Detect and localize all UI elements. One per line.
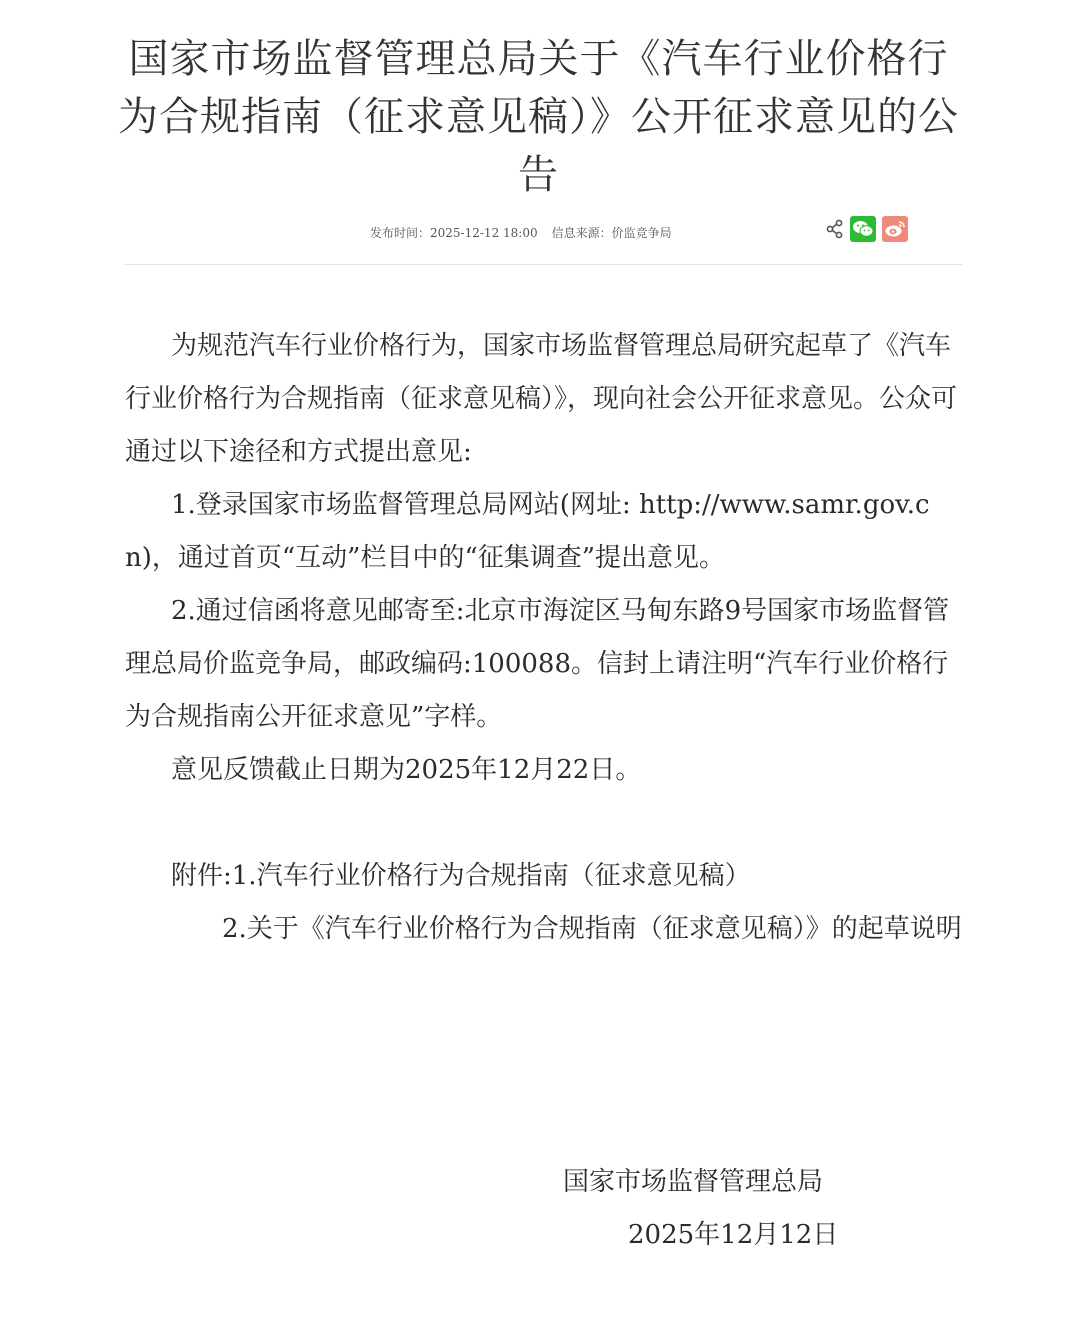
publish-time: 2025-12-12 18:00 [430,226,538,240]
share-icon[interactable] [826,219,844,239]
attachment-2[interactable]: 2.关于《汽车行业价格行为合规指南（征求意见稿）》的起草说明 [222,914,962,944]
article-body [125,320,962,956]
source-name: 价监竞争局 [611,226,672,240]
header-divider [125,264,962,265]
body-paragraph-method-2: 2.通过信函将意见邮寄至:北京市海淀区马甸东路9号国家市场监督管理总局价监竞争局，邮政编码:100088。信封上请注明“汽车行业价格行为合规指南公开征求意见”字样。 [125,596,950,732]
wechat-icon[interactable] [850,216,876,242]
weibo-icon[interactable] [882,216,908,242]
article-title: 国家市场监督管理总局关于《汽车行业价格行为合规指南（征求意见稿）》公开征求意见的公告 [118,36,959,198]
signature-date: 2025年12月12日 [628,1220,839,1250]
share-bar [826,216,908,242]
body-paragraph-intro: 为规范汽车行业价格行为，国家市场监督管理总局研究起草了《汽车行业价格行为合规指南（征求意见稿）》，现向社会公开征求意见。公众可通过以下途径和方式提出意见: [125,331,958,467]
attachment-1[interactable]: 附件:1.汽车行业价格行为合规指南（征求意见稿） [171,861,751,891]
body-paragraph-deadline: 意见反馈截止日期为2025年12月22日。 [171,755,642,785]
publish-label: 发布时间： [370,226,431,240]
source-label: 信息来源： [551,226,612,240]
signature-org: 国家市场监督管理总局 [563,1167,824,1197]
body-paragraph-method-1: 1.登录国家市场监督管理总局网站(网址: http://www.samr.gov.cn)，通过首页“互动”栏目中的“征集调查”提出意见。 [125,490,930,573]
article-meta [370,224,672,241]
